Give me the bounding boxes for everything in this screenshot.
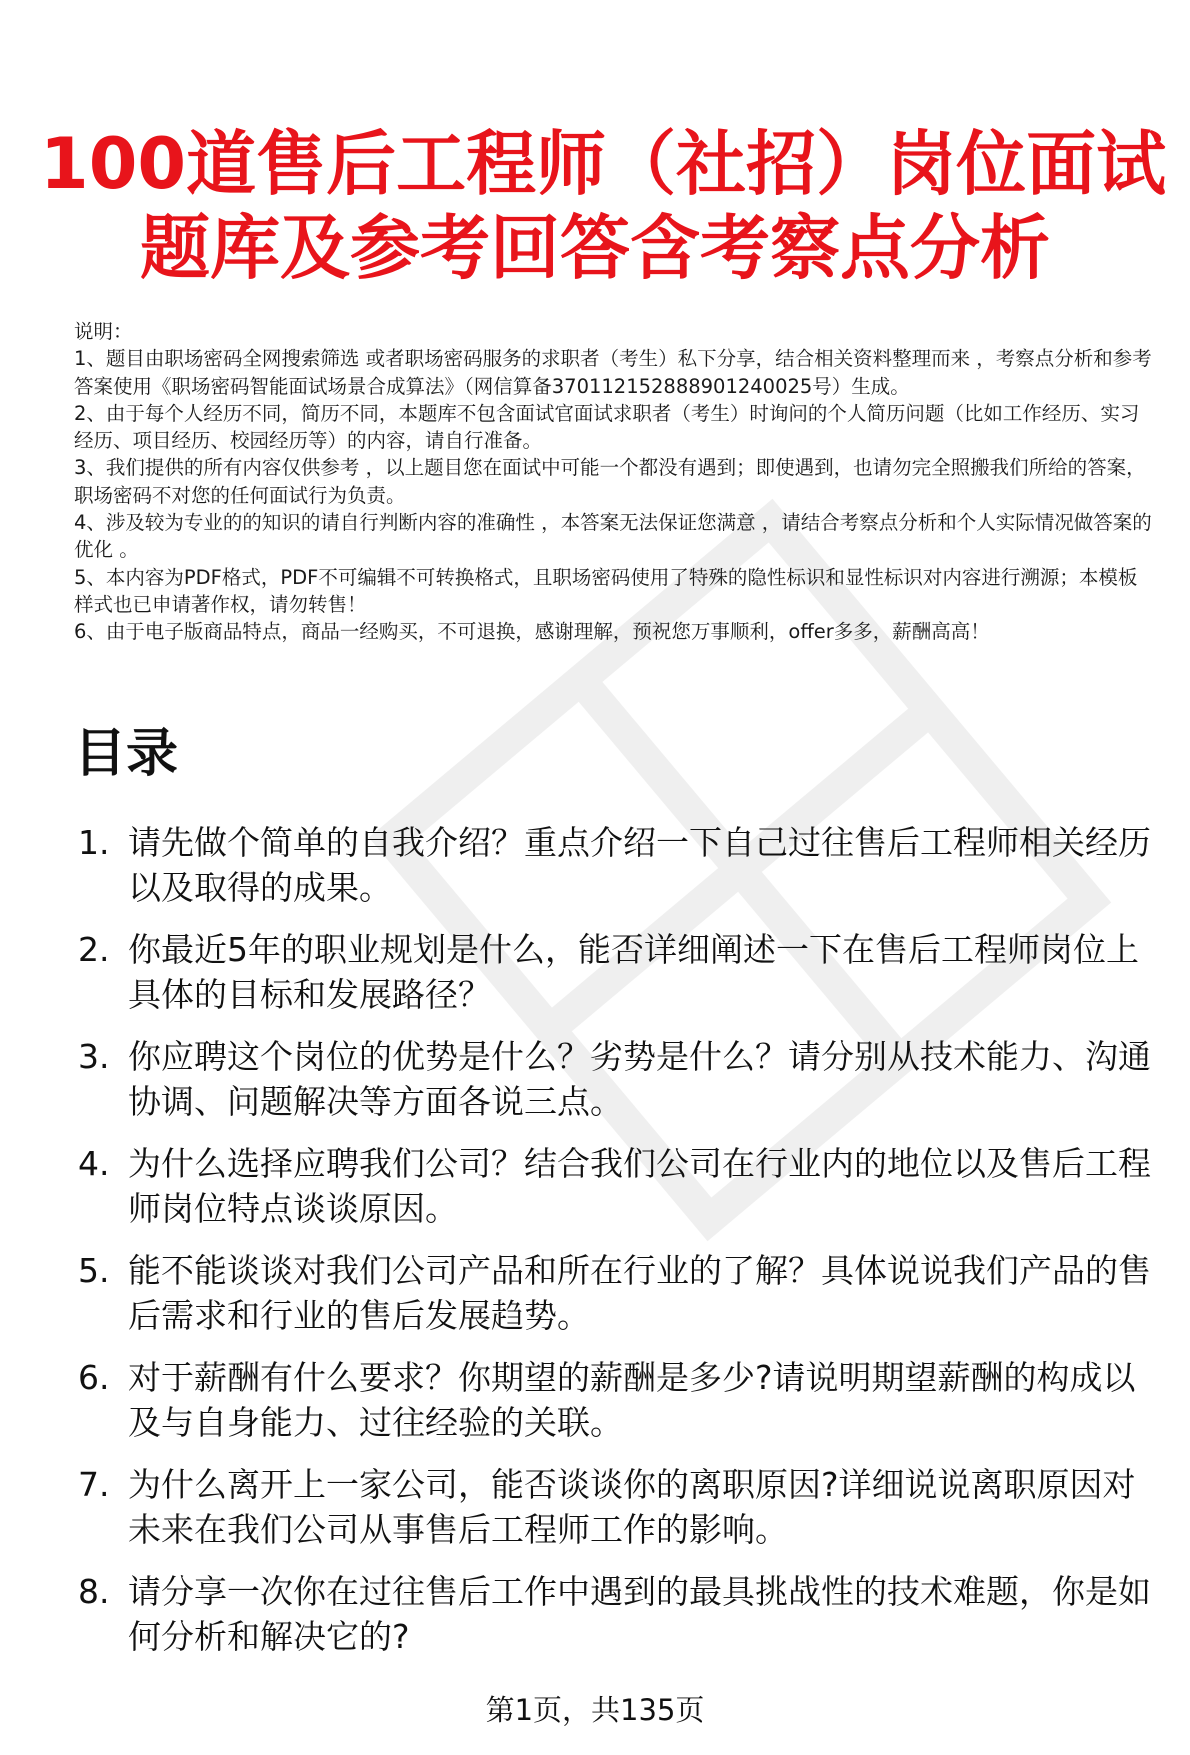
- toc-item-text: 请分享一次你在过往售后工作中遇到的最具挑战性的技术难题，你是如何分析和解决它的?: [128, 1572, 1151, 1656]
- title-line-1: 100道售后工程师（社招）岗位面试: [40, 123, 1167, 205]
- instructions-heading: 说明：: [74, 320, 133, 343]
- toc-list: [78, 820, 1168, 1676]
- toc-item-text: 为什么离开上一家公司，能否谈谈你的离职原因?详细说说离职原因对未来在我们公司从事售后工程师工作的影响。: [128, 1465, 1136, 1549]
- instructions-section: [74, 318, 1154, 646]
- instruction-item: 1、题目由职场密码全网搜索筛选 或者职场密码服务的求职者（考生）私下分享，结合相关资料整理而来 ，考察点分析和参考答案使用《职场密码智能面试场景合成算法》（网信算备370112152888901240025号）生成。: [74, 347, 1152, 398]
- toc-item[interactable]: [78, 1141, 1168, 1231]
- instruction-item: 4、涉及较为专业的的知识的请自行判断内容的准确性 ，本答案无法保证您满意 ，请结合考察点分析和个人实际情况做答案的优化 。: [74, 511, 1152, 562]
- toc-item-text: 你最近5年的职业规划是什么，能否详细阐述一下在售后工程师岗位上具体的目标和发展路径？: [128, 930, 1139, 1014]
- toc-item-text: 请先做个简单的自我介绍？重点介绍一下自己过往售后工程师相关经历以及取得的成果。: [128, 823, 1151, 907]
- toc-item-text: 对于薪酬有什么要求？你期望的薪酬是多少?请说明期望薪酬的构成以及与自身能力、过往经验的关联。: [128, 1358, 1136, 1442]
- toc-item-text: 能不能谈谈对我们公司产品和所在行业的了解？具体说说我们产品的售后需求和行业的售后发展趋势。: [128, 1251, 1151, 1335]
- instruction-item: 2、由于每个人经历不同，简历不同，本题库不包含面试官面试求职者（考生）时询问的个人简历问题（比如工作经历、实习经历、项目经历、校园经历等）的内容，请自行准备。: [74, 401, 1140, 453]
- toc-item[interactable]: [78, 1462, 1168, 1552]
- toc-item-number: 2.: [78, 930, 110, 969]
- toc-item[interactable]: [78, 1569, 1168, 1659]
- instruction-item: 3、我们提供的所有内容仅供参考 ，以上题目您在面试中可能一个都没有遇到；即使遇到，也请勿完全照搬我们所给的答案，职场密码不对您的任何面试行为负责。: [74, 456, 1146, 507]
- toc-item-number: 8.: [78, 1572, 110, 1611]
- toc-item[interactable]: [78, 927, 1168, 1017]
- document-title: [40, 122, 1167, 290]
- toc-item-text: 为什么选择应聘我们公司？结合我们公司在行业内的地位以及售后工程师岗位特点谈谈原因。: [128, 1144, 1151, 1228]
- toc-item-number: 7.: [78, 1465, 110, 1504]
- toc-item-text: 你应聘这个岗位的优势是什么？劣势是什么？请分别从技术能力、沟通协调、问题解决等方面各说三点。: [128, 1037, 1151, 1121]
- toc-item-number: 3.: [78, 1037, 110, 1076]
- page-number: 第1页，共135页: [485, 1693, 705, 1727]
- instruction-item: 6、由于电子版商品特点，商品一经购买，不可退换，感谢理解，预祝您万事顺利，offer多多，薪酬高高！: [74, 620, 990, 644]
- title-line-2: 题库及参考回答含考察点分析: [140, 207, 1050, 289]
- toc-item-number: 4.: [78, 1144, 110, 1183]
- toc-item[interactable]: [78, 820, 1168, 910]
- toc-item[interactable]: [78, 1034, 1168, 1124]
- toc-heading: 目录: [74, 724, 179, 784]
- toc-item-number: 1.: [78, 823, 110, 862]
- toc-item[interactable]: [78, 1355, 1168, 1445]
- instruction-item: 5、本内容为PDF格式，PDF不可编辑不可转换格式，且职场密码使用了特殊的隐性标识和显性标识对内容进行溯源；本模板样式也已申请著作权，请勿转售！: [74, 565, 1138, 616]
- toc-item[interactable]: [78, 1248, 1168, 1338]
- toc-item-number: 5.: [78, 1251, 110, 1290]
- toc-item-number: 6.: [78, 1358, 110, 1397]
